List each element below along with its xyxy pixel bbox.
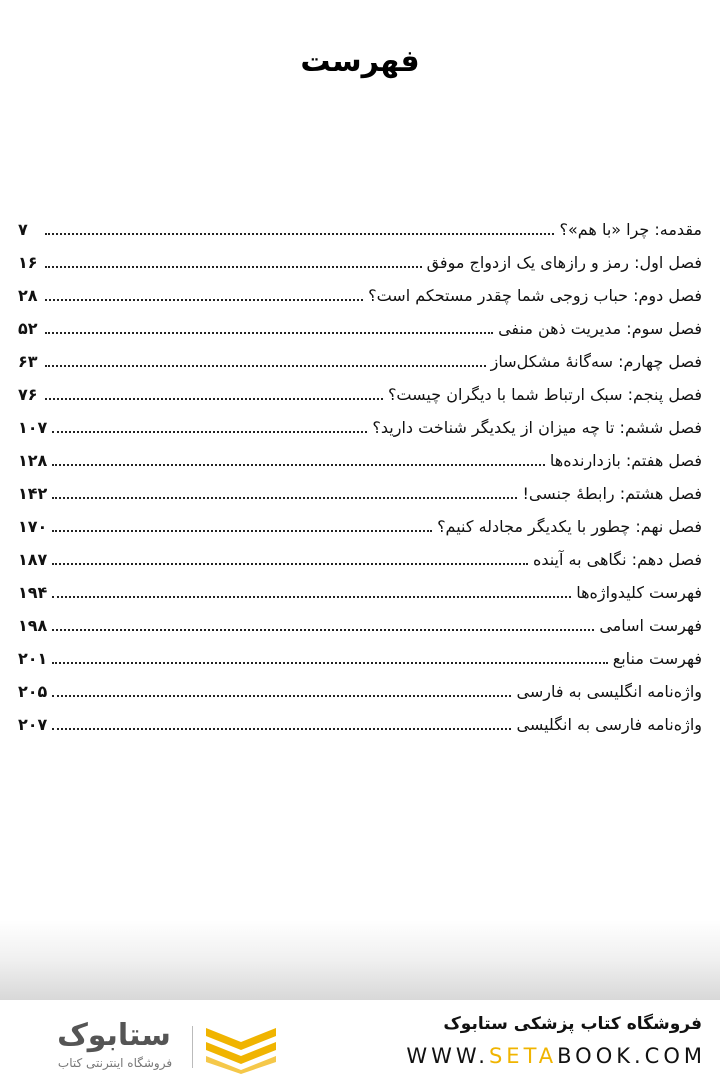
toc-row	[18, 543, 702, 576]
toc-dot-leader	[52, 596, 571, 598]
toc-page-number: ۱۷۰	[18, 517, 48, 536]
toc-row	[18, 510, 702, 543]
store-logo-subtitle: فروشگاه اینترنتی کتاب	[57, 1056, 173, 1070]
toc-row	[18, 675, 702, 708]
url-prefix: WWW.	[406, 1044, 489, 1068]
store-url[interactable]	[406, 1044, 706, 1068]
toc-row	[18, 576, 702, 609]
toc-entry-label: فصل دوم: حباب زوجی شما چقدر مستحکم است؟	[368, 286, 702, 305]
toc-dot-leader	[45, 365, 486, 367]
toc-row	[18, 312, 702, 345]
toc-entry-label: واژه‌نامه فارسی به انگلیسی	[516, 715, 702, 734]
toc-entry-label: فهرست کلیدواژه‌ها	[576, 583, 702, 602]
store-name: فروشگاه کتاب پزشکی ستابوک	[443, 1014, 702, 1034]
toc-entry-label: فهرست اسامی	[599, 616, 702, 635]
toc-entry-label: فهرست منابع	[612, 649, 702, 668]
toc-entry-label: فصل پنجم: سبک ارتباط شما با دیگران چیست؟	[387, 385, 702, 404]
page-title: فهرست	[300, 44, 420, 79]
toc-dot-leader	[52, 662, 607, 664]
toc-row	[18, 378, 702, 411]
toc-entry-label: فصل نهم: چطور با یکدیگر مجادله کنیم؟	[437, 517, 702, 536]
toc-entry-label: فصل ششم: تا چه میزان از یکدیگر شناخت دارید؟	[372, 418, 702, 437]
toc-dot-leader	[45, 299, 363, 301]
toc-page-number: ۶۳	[18, 352, 38, 371]
toc-dot-leader	[52, 431, 367, 433]
toc-page-number: ۱۲۸	[18, 451, 48, 470]
toc-entry-label: فصل اول: رمز و رازهای یک ازدواج موفق	[426, 253, 702, 272]
toc-page-number: ۷	[18, 220, 28, 239]
toc-dot-leader	[45, 398, 383, 400]
toc-entry-label: فصل هشتم: رابطهٔ جنسی!	[522, 484, 702, 503]
toc-page-number: ۱۹۸	[18, 616, 48, 635]
toc-page-number: ۱۹۴	[18, 583, 48, 602]
url-suffix: BOOK.COM	[557, 1044, 706, 1068]
toc-page-number: ۲۰۷	[18, 715, 48, 734]
table-of-contents	[18, 213, 702, 741]
toc-entry-label: فصل دهم: نگاهی به آینده	[532, 550, 702, 569]
toc-row	[18, 411, 702, 444]
footer-divider	[192, 1026, 193, 1068]
toc-row	[18, 213, 702, 246]
toc-dot-leader	[52, 728, 511, 730]
toc-dot-leader	[45, 266, 422, 268]
toc-entry-label: واژه‌نامه انگلیسی به فارسی	[516, 682, 702, 701]
toc-page-number: ۲۸	[18, 286, 38, 305]
toc-row	[18, 246, 702, 279]
toc-entry-label: فصل چهارم: سه‌گانهٔ مشکل‌ساز	[490, 352, 702, 371]
url-highlight: SETA	[488, 1044, 558, 1068]
toc-page-number: ۲۰۱	[18, 649, 48, 668]
toc-page-number: ۱۰۷	[18, 418, 48, 437]
toc-entry-label: فصل سوم: مدیریت ذهن منفی	[498, 319, 702, 338]
toc-dot-leader	[52, 695, 511, 697]
toc-entry-label: مقدمه: چرا «با هم»؟	[559, 220, 702, 239]
toc-page-number: ۱۶	[18, 253, 38, 272]
toc-row	[18, 444, 702, 477]
toc-dot-leader	[52, 530, 432, 532]
toc-dot-leader	[52, 497, 517, 499]
toc-row	[18, 642, 702, 675]
toc-row	[18, 708, 702, 741]
toc-page-number: ۲۰۵	[18, 682, 48, 701]
toc-entry-label: فصل هفتم: بازدارنده‌ها	[549, 451, 702, 470]
toc-page-number: ۷۶	[18, 385, 38, 404]
toc-dot-leader	[45, 332, 493, 334]
toc-dot-leader	[52, 464, 545, 466]
store-logo-text: ستابوک	[57, 1018, 171, 1053]
store-footer	[0, 1000, 720, 1080]
toc-page-number: ۱۸۷	[18, 550, 48, 569]
toc-row	[18, 279, 702, 312]
toc-dot-leader	[52, 563, 528, 565]
toc-row	[18, 345, 702, 378]
toc-row	[18, 609, 702, 642]
toc-row	[18, 477, 702, 510]
toc-page-number: ۵۲	[18, 319, 38, 338]
toc-dot-leader	[45, 233, 554, 235]
toc-page-number: ۱۴۲	[18, 484, 48, 503]
toc-dot-leader	[52, 629, 594, 631]
layered-chevron-logo-icon	[202, 1022, 280, 1074]
